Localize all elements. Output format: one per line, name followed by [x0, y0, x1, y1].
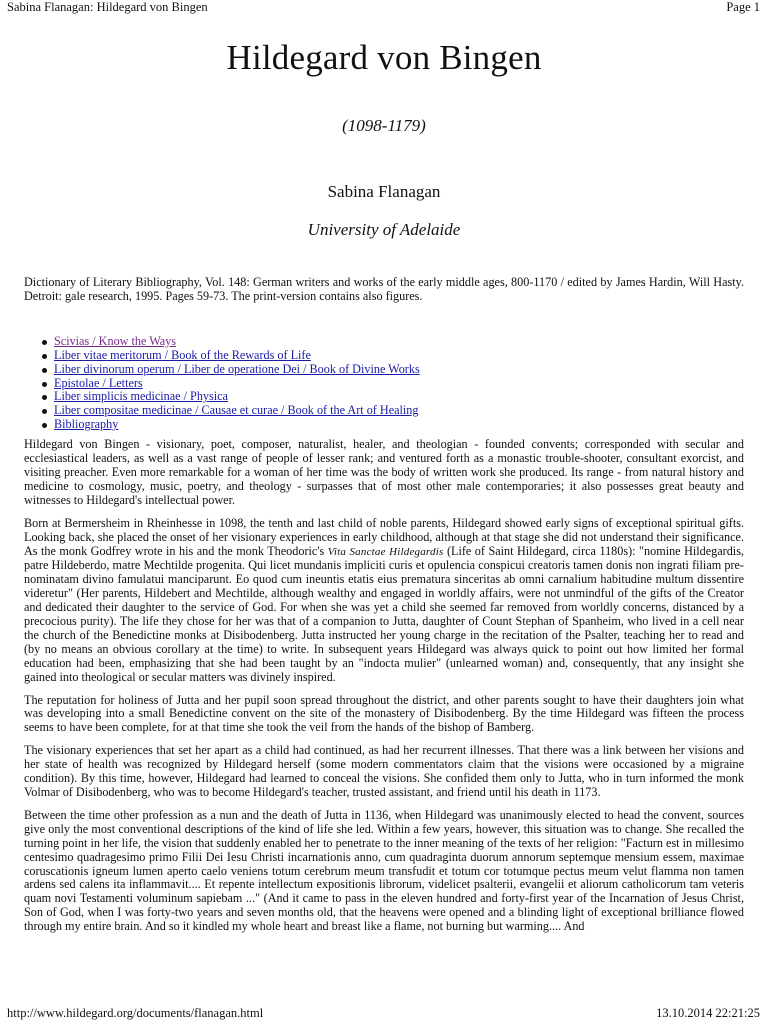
toc-link-liber-simplicis-medicinae[interactable]: Liber simplicis medicinae / Physica [54, 389, 228, 404]
bullet-icon [42, 382, 47, 387]
toc-link-liber-divinorum-operum[interactable]: Liber divinorum operum / Liber de operatione Dei / Book of Divine Works [54, 361, 420, 376]
paragraph-turning-point: Between the time other profession as a nun and the death of Jutta in 1136, when Hildegard was unanimously elected to head the convent, sources give only the most conventional descriptions of the kind of life she led. Within a few years, however, this situation was to change. She recalled the turning point in her life, the vision that suddenly enabled her to penetrate to the inner meaning of the texts of her religion: "Facturn est in millesimo centesimo quadragesimo primo Filii Dei Iesu Christi incarnationis anno, cum quadraginta duorum annorum septemque mensium essem, maximae coruscationis igneum lumen aperto caelo veniens totum cerebrum meum transfudit et totum cor totumque pectus meum velut flamma non tamen ardens sed calens ita inflammavit.... Et repente intellectum expositionis librorum, videlicet psalterii, evangelii et aliorum catholicorum tam veteris quam novi Testamenti voluminum sapiebam ..." (And it came to pass in the eleven hundred and forty-first year of the Incarnation of Jesus Christ, Son of God, when I was forty-two years and seven months old, that the heavens were opened and a blinding light of exceptional brilliance flowed through my entire brain. And so it kindled my whole heart and breast like a flame, not burning but warming.... And [24, 807, 744, 934]
vita-title: Vita Sanctae Hildegardis [327, 545, 444, 558]
toc-link-epistolae[interactable]: Epistolae / Letters [54, 375, 143, 390]
bullet-icon [42, 368, 47, 373]
toc-item [42, 335, 744, 349]
toc-item [42, 418, 744, 432]
toc-link-bibliography[interactable]: Bibliography [54, 417, 119, 432]
paragraph-reputation: The reputation for holiness of Jutta and her pupil soon spread throughout the district, and other parents sought to have their daughters join what was developing into a small Benedictine convent on the site of the monastery of Disibodenberg. By the time Hildegard was fifteen the process seems to have been complete, for at that time she took the veil from the hands of the bishop of Bamberg. [24, 692, 744, 735]
article-body [24, 276, 744, 943]
footer-datetime: 13.10.2014 22:21:25 [656, 1006, 760, 1020]
footer-url: http://www.hildegard.org/documents/flanagan.html [7, 1006, 264, 1020]
bibliographic-reference: Dictionary of Literary Bibliography, Vol. 148: German writers and works of the early middle ages, 800-1170 / edited by James Hardin, Will Hasty. Detroit: gale research, 1995. Pages 59-73. The print-version contains also figures. [24, 275, 744, 303]
toc-item [42, 404, 744, 418]
paragraph-intro: Hildegard von Bingen - visionary, poet, composer, naturalist, healer, and theologian - founded convents; corresponded with secular and ecclesiastical leaders, as well as a vast range of people of lesser rank; and ventured forth as a monastic trouble-shooter, consultant exorcist, and visiting preacher. Even more remarkable for a woman of her time was the body of written work she produced. Its range - from natural history and medicine to cosmology, music, poetry, and theology - surpasses that of most other male contemporaries; it also possesses great beauty and witnesses to Hildegard's intellectual power. [24, 437, 744, 507]
toc-item [42, 363, 744, 377]
toc-item [42, 349, 744, 363]
article-affiliation: University of Adelaide [307, 220, 461, 239]
toc-link-liber-compositae-medicinae[interactable]: Liber compositae medicinae / Causae et curae / Book of the Art of Healing [54, 403, 419, 418]
page-header-title: Sabina Flanagan: Hildegard von Bingen [7, 0, 208, 14]
paragraph-birth [24, 517, 744, 685]
page-number: Page 1 [726, 0, 760, 14]
bullet-icon [42, 423, 47, 428]
article-author: Sabina Flanagan [327, 182, 441, 201]
toc-link-liber-vitae-meritorum[interactable]: Liber vitae meritorum / Book of the Rewards of Life [54, 347, 311, 362]
bullet-icon [42, 409, 47, 414]
article-title: Hildegard von Bingen [226, 38, 542, 77]
bullet-icon [42, 395, 47, 400]
toc-link-scivias[interactable]: Scivias / Know the Ways [54, 333, 177, 348]
bullet-icon [42, 340, 47, 345]
bullet-icon [42, 354, 47, 359]
paragraph-birth-text-b: (Life of Saint Hildegard, circa 1180s): "nomine Hildegardis, patre Hildeberdo, matre Mechtilde progenita. Qui licet mundanis impliciti curis et opulencia conspicui creatoris tamen donis non ingrati filiam pre-nominatam divino famulatui manciparunt. Eo quod cum ineuntis etatis eius prematura sinceritas ab omni carnalium habitudine multum dissentire videretur" (Her parents, Hildebert and Mechtilde, although wealthy and engaged in worldly affairs, were not unmindful of the gifts of the Creator and dedicated their daughter to the service of God. For when she was yet a child she seemed far removed from worldly concerns, distanced by a precocious purity). The life they chose for her was that of a companion to Jutta, daughter of Count Stephan of Spanheim, who lived in a cell near the church of the Benedictine monks at Disibodenberg. Jutta instructed her young charge in the recitation of the Psalter, teaching her to read and (by no means an obvious corollary at the time) to write. In subsequent years Hildegard was always quick to point out how limited her formal education had been, emphasizing that she had been taught by an "indocta mulier" (unlearned woman) and, consequently, that any insight she gained into theological or secular matters was divinely inspired. [24, 543, 744, 684]
table-of-contents [24, 335, 744, 432]
toc-item [42, 390, 744, 404]
article-dates: (1098-1179) [342, 116, 426, 135]
paragraph-visions: The visionary experiences that set her apart as a child had continued, as had her recurrent illnesses. That there was a link between her visions and her state of health was recognized by Hildegard herself (some modern commentators claim that the visions were occasioned by a migraine condition). By this time, however, Hildegard had learned to conceal the visions. She confided them only to Jutta, who in turn informed the monk Volmar of Disibodenberg, who was to become Hildegard's teacher, trusted assistant, and friend until his death in 1173. [24, 743, 744, 799]
paragraph-birth-text-a: Born at Bermersheim in Rheinhesse in 1098, the tenth and last child of noble parents, Hildegard showed early signs of exceptional spiritual gifts. Looking back, she placed the onset of her visionary experiences in early childhood, although at that stage she did not understand their significance. As the monk Godfrey wrote in his and the monk Theodoric's [24, 515, 744, 558]
toc-item [42, 377, 744, 391]
